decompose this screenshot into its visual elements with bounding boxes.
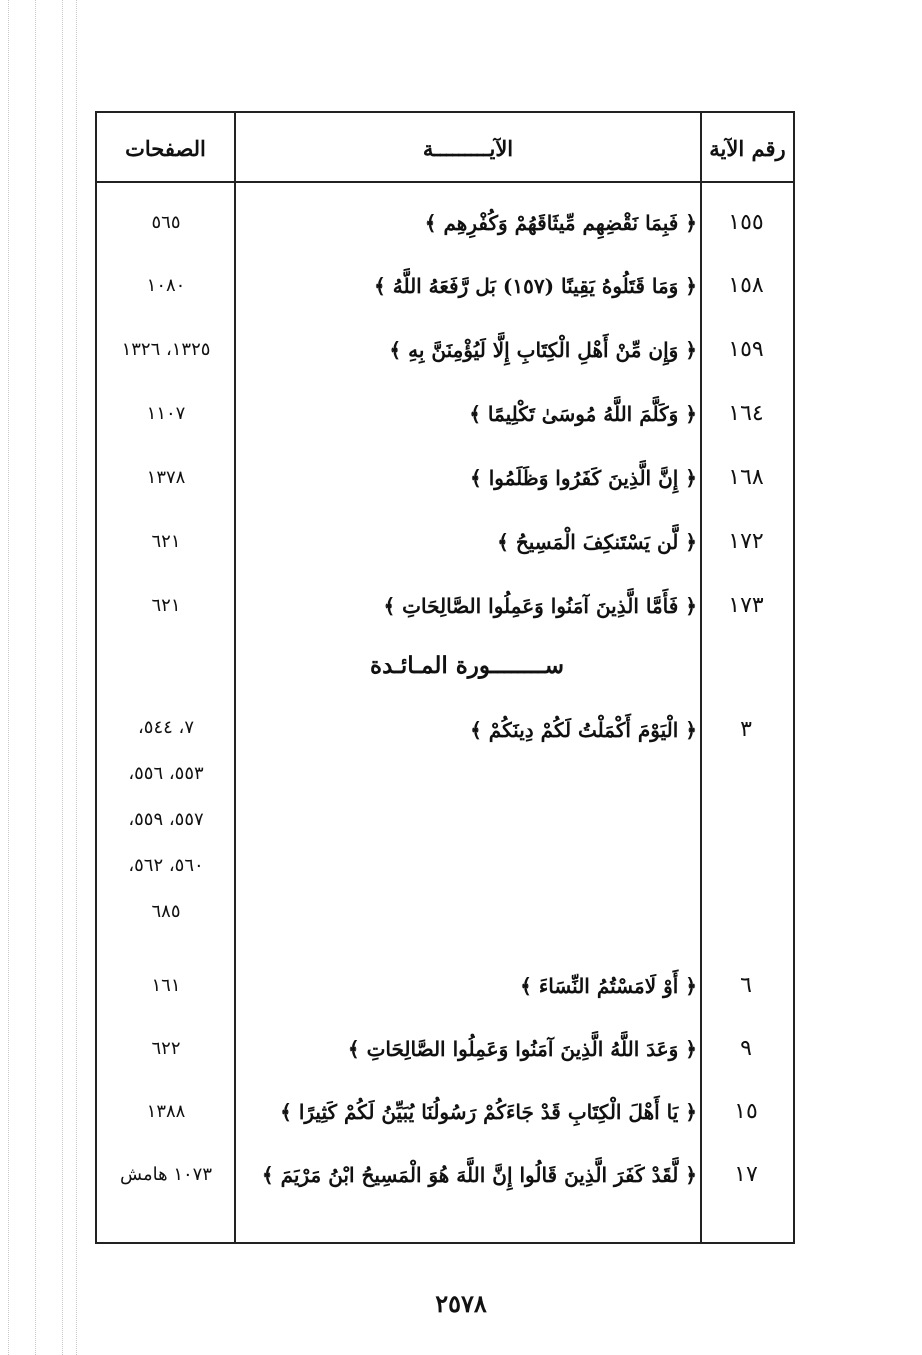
header-ayah: الآيـــــــــة <box>422 136 514 161</box>
ayah-text: ﴿ فَأَمَّا الَّذِينَ آمَنُوا وَعَمِلُوا الصَّالِحَاتِ ﴾ <box>383 594 697 618</box>
table-row <box>97 458 793 498</box>
ayah-number: ١٦٨ <box>728 465 764 490</box>
ayah-text: ﴿ الْيَوْمَ أَكْمَلْتُ لَكُمْ دِينَكُمْ ﴾ <box>470 718 697 742</box>
table-row <box>97 1029 793 1069</box>
table-row <box>97 522 793 562</box>
ayah-number: ١٥٥ <box>728 210 764 235</box>
table-row <box>97 330 793 370</box>
scan-guide <box>8 0 9 1355</box>
ayah-number: ١٥٨ <box>728 273 764 298</box>
page-refs: ١٠٧٣ هامش <box>120 1164 212 1185</box>
ayah-number: ١٥٩ <box>728 337 764 362</box>
table-row <box>97 586 793 626</box>
header-divider <box>97 181 793 183</box>
table-row <box>97 1092 793 1132</box>
surah-title: ســــــــورة المـائـدة <box>370 652 564 679</box>
page-refs: ١٣٨٨ <box>146 1101 186 1122</box>
ayah-number: ١٦٤ <box>728 401 764 426</box>
page-refs: ٥٥٧، ٥٥٩، <box>128 809 204 830</box>
ayah-text: ﴿ لَّن يَسْتَنكِفَ الْمَسِيحُ ﴾ <box>497 530 697 554</box>
page-refs: ٥٦٠، ٥٦٢، <box>128 855 204 876</box>
page-refs: ١٠٨٠ <box>146 275 186 296</box>
ayah-text: ﴿ إِنَّ الَّذِينَ كَفَرُوا وَظَلَمُوا ﴾ <box>470 466 697 490</box>
header-ayah-number: رقم الآية <box>709 136 786 161</box>
ayah-text: ﴿ لَّقَدْ كَفَرَ الَّذِينَ قَالُوا إِنَّ اللَّهَ هُوَ الْمَسِيحُ ابْنُ مَرْيَمَ ﴾ <box>261 1163 697 1187</box>
ayah-number: ١٧٣ <box>728 593 764 618</box>
ayah-number: ١٧٢ <box>728 529 764 554</box>
table-row <box>97 966 793 1006</box>
page-number: ٢٥٧٨ <box>435 1289 487 1318</box>
ayah-number: ١٥ <box>734 1099 758 1124</box>
table-row <box>97 266 793 306</box>
page-refs: ٥٦٥ <box>151 212 181 233</box>
scan-guide <box>35 0 36 1355</box>
ayah-text: ﴿ أَوْ لَامَسْتُمُ النِّسَاءَ ﴾ <box>520 974 697 998</box>
scan-guide <box>76 0 77 1355</box>
ayah-number: ٦ <box>740 973 752 998</box>
ayah-text: ﴿ وَكَلَّمَ اللَّهُ مُوسَىٰ تَكْلِيمًا ﴾ <box>469 402 697 426</box>
ayah-number: ٣ <box>740 717 752 742</box>
page-refs: ١٣٢٥، ١٣٢٦ <box>121 339 211 360</box>
page-refs: ٥٥٣، ٥٥٦، <box>128 763 204 784</box>
page-refs: ١٦١ <box>151 975 181 996</box>
page-refs: ٦٢١ <box>151 595 181 616</box>
ayah-text: ﴿ يَا أَهْلَ الْكِتَابِ قَدْ جَاءَكُمْ رَسُولُنَا يُبَيِّنُ لَكُمْ كَثِيرًا ﴾ <box>280 1100 697 1124</box>
ayah-text: ﴿ وَإِن مِّنْ أَهْلِ الْكِتَابِ إِلَّا لَيُؤْمِنَنَّ بِهِ ﴾ <box>389 338 697 362</box>
table-row <box>97 203 793 243</box>
page-refs: ١١٠٧ <box>146 403 186 424</box>
ayah-number: ١٧ <box>734 1162 758 1187</box>
page-refs: ٦٢٢ <box>151 1038 181 1059</box>
ayah-text: ﴿ وَمَا قَتَلُوهُ يَقِينًا (١٥٧) بَل رَّفَعَهُ اللَّهُ ﴾ <box>374 274 697 298</box>
page-refs: ٦٨٥ <box>151 901 181 922</box>
scan-guide <box>62 0 63 1355</box>
page-refs: ٦٢١ <box>151 531 181 552</box>
header-pages: الصفحات <box>125 136 206 161</box>
ayah-number: ٩ <box>740 1036 752 1061</box>
ayah-text: ﴿ وَعَدَ اللَّهُ الَّذِينَ آمَنُوا وَعَمِلُوا الصَّالِحَاتِ ﴾ <box>347 1037 697 1061</box>
page-refs: ٧، ٥٤٤، <box>137 717 195 738</box>
page-refs: ١٣٧٨ <box>146 467 186 488</box>
ayah-text: ﴿ فَبِمَا نَقْضِهِم مِّيثَاقَهُمْ وَكُفْرِهِم ﴾ <box>424 211 697 235</box>
index-table <box>95 111 795 1244</box>
table-row <box>97 394 793 434</box>
table-row <box>97 1155 793 1195</box>
